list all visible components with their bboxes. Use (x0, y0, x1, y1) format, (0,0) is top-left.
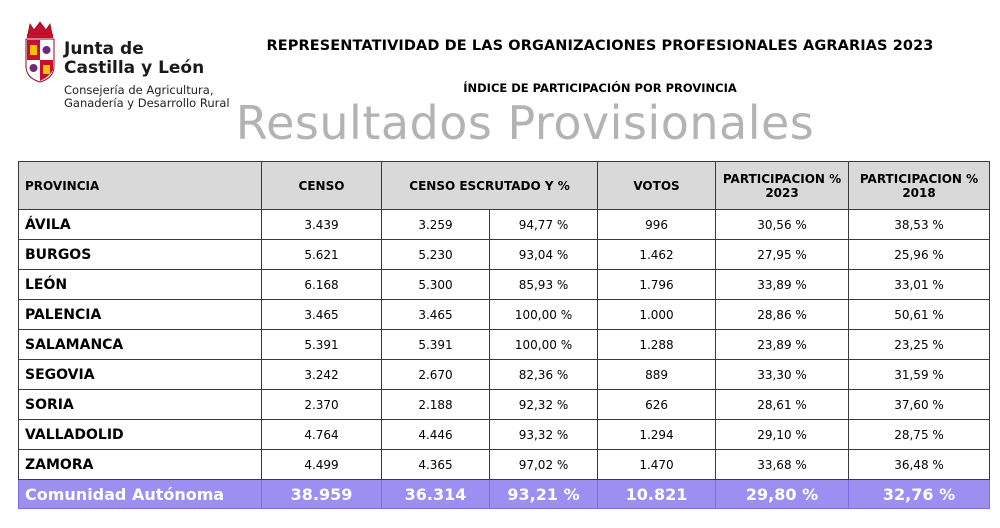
org-name-line2: Castilla y León (64, 58, 205, 78)
table-row (19, 360, 990, 390)
cell-pct: 93,04 % (490, 240, 598, 270)
cell-censo: 5.391 (262, 330, 382, 360)
cell-pct: 97,02 % (490, 450, 598, 480)
cell-provincia: LEÓN (19, 270, 262, 300)
dept-line2: Ganadería y Desarrollo Rural (64, 96, 230, 110)
table-header-row (19, 162, 990, 210)
org-name (64, 40, 204, 78)
cell-votos: 1.462 (598, 240, 716, 270)
results-table (18, 161, 990, 509)
header-participacion-2023-line2: 2023 (765, 185, 799, 200)
header-censo-escrutado: CENSO ESCRUTADO Y % (382, 162, 598, 210)
cell-p2018: 50,61 % (849, 300, 990, 330)
cell-pct: 100,00 % (490, 330, 598, 360)
cell-p2018: 36,48 % (849, 450, 990, 480)
cell-escrutado: 5.230 (382, 240, 490, 270)
cell-censo: 3.465 (262, 300, 382, 330)
cell-provincia: VALLADOLID (19, 420, 262, 450)
table-row (19, 300, 990, 330)
cell-provincia: ÁVILA (19, 210, 262, 240)
cell-escrutado: 4.365 (382, 450, 490, 480)
cell-p2023: 30,56 % (716, 210, 849, 240)
cell-escrutado: 3.259 (382, 210, 490, 240)
cell-pct: 100,00 % (490, 300, 598, 330)
cell-p2018: 23,25 % (849, 330, 990, 360)
cell-censo: 5.621 (262, 240, 382, 270)
cell-p2023: 23,89 % (716, 330, 849, 360)
cell-pct: 93,32 % (490, 420, 598, 450)
cell-votos: 1.294 (598, 420, 716, 450)
table-row (19, 450, 990, 480)
cell-provincia: PALENCIA (19, 300, 262, 330)
cell-censo: 2.370 (262, 390, 382, 420)
total-censo: 38.959 (262, 480, 382, 509)
total-p2018: 32,76 % (849, 480, 990, 509)
cell-p2023: 28,61 % (716, 390, 849, 420)
total-row (19, 480, 990, 509)
total-escrutado: 36.314 (382, 480, 490, 509)
cell-pct: 82,36 % (490, 360, 598, 390)
total-p2023: 29,80 % (716, 480, 849, 509)
cell-escrutado: 4.446 (382, 420, 490, 450)
cell-provincia: SEGOVIA (19, 360, 262, 390)
total-provincia: Comunidad Autónoma (19, 480, 262, 509)
table-row (19, 210, 990, 240)
cell-p2023: 28,86 % (716, 300, 849, 330)
cell-p2023: 27,95 % (716, 240, 849, 270)
header-votos: VOTOS (598, 162, 716, 210)
cell-censo: 3.242 (262, 360, 382, 390)
cell-p2018: 28,75 % (849, 420, 990, 450)
header-participacion-2023-line1: PARTICIPACION % (722, 171, 842, 186)
table-row (19, 420, 990, 450)
cell-p2023: 33,89 % (716, 270, 849, 300)
table-row (19, 390, 990, 420)
cell-p2018: 31,59 % (849, 360, 990, 390)
header-participacion-2018-line1: PARTICIPACION % (859, 171, 979, 186)
table-row (19, 330, 990, 360)
coat-of-arms-icon (22, 20, 58, 84)
cell-provincia: SALAMANCA (19, 330, 262, 360)
cell-p2023: 33,68 % (716, 450, 849, 480)
cell-escrutado: 3.465 (382, 300, 490, 330)
org-name-line1: Junta de (64, 39, 144, 59)
cell-p2018: 25,96 % (849, 240, 990, 270)
cell-pct: 85,93 % (490, 270, 598, 300)
cell-p2018: 33,01 % (849, 270, 990, 300)
cell-escrutado: 5.391 (382, 330, 490, 360)
cell-escrutado: 2.188 (382, 390, 490, 420)
cell-votos: 1.796 (598, 270, 716, 300)
watermark: Resultados Provisionales (235, 96, 815, 150)
cell-p2023: 29,10 % (716, 420, 849, 450)
cell-votos: 1.288 (598, 330, 716, 360)
cell-provincia: ZAMORA (19, 450, 262, 480)
cell-votos: 1.470 (598, 450, 716, 480)
cell-p2018: 38,53 % (849, 210, 990, 240)
cell-votos: 626 (598, 390, 716, 420)
cell-p2023: 33,30 % (716, 360, 849, 390)
cell-censo: 6.168 (262, 270, 382, 300)
table-row (19, 240, 990, 270)
cell-votos: 1.000 (598, 300, 716, 330)
header-participacion-2018 (849, 162, 990, 210)
header-participacion-2023 (716, 162, 849, 210)
cell-escrutado: 5.300 (382, 270, 490, 300)
page-subtitle: ÍNDICE DE PARTICIPACIÓN POR PROVINCIA (463, 81, 737, 95)
total-votos: 10.821 (598, 480, 716, 509)
table-row (19, 270, 990, 300)
cell-provincia: SORIA (19, 390, 262, 420)
cell-p2018: 37,60 % (849, 390, 990, 420)
header-provincia: PROVINCIA (19, 162, 262, 210)
page-title: REPRESENTATIVIDAD DE LAS ORGANIZACIONES PROFESIONALES AGRARIAS 2023 (266, 38, 934, 54)
cell-provincia: BURGOS (19, 240, 262, 270)
total-pct: 93,21 % (490, 480, 598, 509)
cell-votos: 996 (598, 210, 716, 240)
cell-escrutado: 2.670 (382, 360, 490, 390)
cell-pct: 94,77 % (490, 210, 598, 240)
header-participacion-2018-line2: 2018 (902, 185, 936, 200)
cell-censo: 4.764 (262, 420, 382, 450)
cell-censo: 3.439 (262, 210, 382, 240)
cell-pct: 92,32 % (490, 390, 598, 420)
header-censo: CENSO (262, 162, 382, 210)
cell-censo: 4.499 (262, 450, 382, 480)
cell-votos: 889 (598, 360, 716, 390)
dept-line1: Consejería de Agricultura, (64, 83, 214, 97)
